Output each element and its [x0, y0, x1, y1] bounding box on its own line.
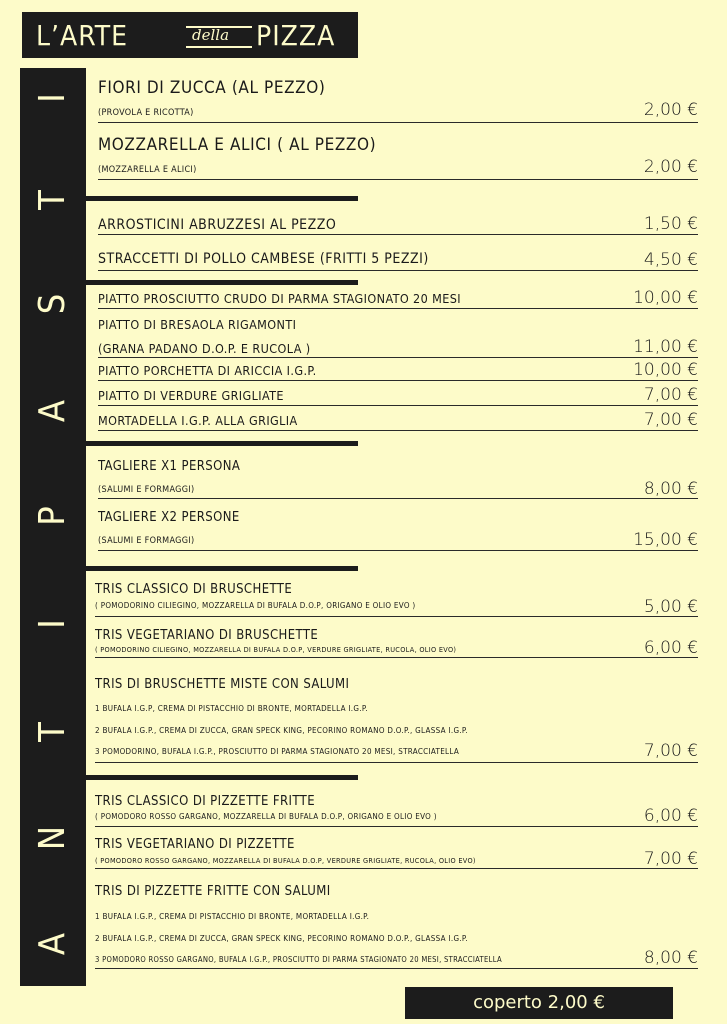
item-name: STRACCETTI DI POLLO CAMBESE (FRITTI 5 PEZZI): [98, 251, 429, 267]
category-sidebar: [20, 68, 86, 986]
item-description: ( POMODORINO CILIEGINO, MOZZARELLA DI BUFALA D.O.P, VERDURE GRIGLIATE, RUCOLA, OLIO EVO): [95, 645, 457, 654]
menu-item: [98, 509, 698, 551]
menu-item: [98, 288, 698, 309]
item-price: 15,00 €: [633, 530, 698, 550]
item-detail-line: 2 BUFALA I.G.P., CREMA DI ZUCCA, GRAN SPECK KING, PECORINO ROMANO D.O.P., GLASSA I.G.P.: [95, 934, 468, 943]
item-name: TRIS CLASSICO DI PIZZETTE FRITTE: [95, 794, 315, 809]
item-name: TRIS VEGETARIANO DI BRUSCHETTE: [95, 628, 319, 643]
item-description: ( POMODORO ROSSO GARGANO, MOZZARELLA DI BUFALA D.O.P, VERDURE GRIGLIATE, RUCOLA, OLIO EVO): [95, 856, 476, 865]
sidebar-letter: T: [32, 722, 73, 742]
menu-item: [98, 410, 698, 431]
item-name: FIORI DI ZUCCA (AL PEZZO): [98, 78, 326, 98]
item-name: PIATTO PORCHETTA DI ARICCIA I.G.P.: [98, 363, 317, 378]
item-price: 1,50 €: [643, 214, 698, 234]
item-price: 5,00 €: [643, 597, 698, 617]
item-name: PIATTO DI BRESAOLA RIGAMONTI: [98, 317, 297, 332]
sidebar-letter: N: [32, 825, 73, 851]
item-price: 7,00 €: [643, 385, 698, 405]
menu-item: [98, 76, 698, 123]
item-name: PIATTO DI VERDURE GRIGLIATE: [98, 388, 284, 403]
item-name: TAGLIERE X1 PERSONA: [98, 459, 241, 474]
menu-item: [95, 836, 698, 869]
section-divider: [86, 775, 358, 780]
sidebar-letter: S: [32, 293, 73, 315]
item-name: TAGLIERE X2 PERSONE: [98, 510, 240, 525]
coperto-banner: coperto 2,00 €: [405, 987, 673, 1019]
item-name: TRIS DI BRUSCHETTE MISTE CON SALUMI: [95, 677, 350, 692]
section-divider: [86, 196, 358, 201]
item-price: 7,00 €: [643, 741, 698, 761]
menu-item: [95, 793, 698, 827]
item-price: 6,00 €: [643, 806, 698, 826]
item-name: TRIS CLASSICO DI BRUSCHETTE: [95, 582, 293, 597]
item-description: (SALUMI E FORMAGGI): [98, 536, 195, 546]
sidebar-letter: A: [32, 399, 73, 423]
sidebar-letter: I: [32, 619, 73, 629]
menu-item: [98, 458, 698, 499]
logo-rule-bottom: [186, 46, 252, 48]
menu-item: [98, 385, 698, 406]
logo-text-left: L’ARTE: [36, 19, 129, 52]
item-name: ARROSTICINI ABRUZZESI AL PEZZO: [98, 217, 337, 233]
sidebar-letter: T: [32, 190, 73, 210]
item-price: 6,00 €: [643, 638, 698, 658]
restaurant-logo: [22, 12, 358, 58]
item-detail-line: 3 POMODORO ROSSO GARGANO, BUFALA I.G.P., PROSCIUTTO DI PARMA STAGIONATO 20 MESI, STRACCIATELLA: [95, 955, 502, 964]
item-description: ( POMODORINO CILIEGINO, MOZZARELLA DI BUFALA D.O.P, ORIGANO E OLIO EVO ): [95, 601, 416, 610]
item-detail-line: 3 POMODORINO, BUFALA I.G.P., PROSCIUTTO DI PARMA STAGIONATO 20 MESI, STRACCIATELLA: [95, 747, 460, 756]
menu-item: [98, 133, 698, 180]
menu-item: [95, 627, 698, 658]
item-description: ( POMODORO ROSSO GARGANO, MOZZARELLA DI BUFALA D.O.P, ORIGANO E OLIO EVO ): [95, 812, 437, 821]
section-divider: [86, 566, 358, 571]
item-name: PIATTO PROSCIUTTO CRUDO DI PARMA STAGIONATO 20 MESI: [98, 291, 461, 306]
menu-item: [95, 675, 698, 763]
item-name-line2: (GRANA PADANO D.O.P. E RUCOLA ): [98, 341, 311, 356]
section-divider: [86, 280, 358, 285]
item-price: 2,00 €: [643, 100, 698, 120]
item-price: 7,00 €: [643, 410, 698, 430]
menu-item: [98, 248, 698, 271]
item-description: (SALUMI E FORMAGGI): [98, 485, 195, 495]
section-divider: [86, 441, 358, 446]
item-price: 4,50 €: [643, 250, 698, 270]
item-detail-line: 1 BUFALA I.G.P., CREMA DI PISTACCHIO DI BRONTE, MORTADELLA I.G.P.: [95, 912, 370, 921]
item-name: MOZZARELLA E ALICI ( AL PEZZO): [98, 135, 377, 155]
menu-item: [95, 580, 698, 617]
menu-item: [95, 883, 698, 969]
item-price: 8,00 €: [643, 948, 698, 968]
sidebar-letter: I: [32, 93, 73, 103]
sidebar-letter: P: [32, 506, 73, 526]
item-description: (PROVOLA E RICOTTA): [98, 108, 194, 118]
sidebar-letter: A: [32, 932, 73, 956]
item-detail-line: 1 BUFALA I.G.P, CREMA DI PISTACCHIO DI BRONTE, MORTADELLA I.G.P.: [95, 704, 368, 713]
item-name: TRIS DI PIZZETTE FRITTE CON SALUMI: [95, 884, 331, 899]
item-price: 7,00 €: [643, 849, 698, 869]
item-name: MORTADELLA I.G.P. ALLA GRIGLIA: [98, 413, 298, 428]
menu-item: [98, 360, 698, 381]
logo-text-right: PIZZA: [256, 19, 336, 52]
item-price: 11,00 €: [633, 337, 698, 357]
item-price: 10,00 €: [633, 288, 698, 308]
item-price: 8,00 €: [643, 479, 698, 499]
menu-item: [98, 212, 698, 235]
logo-text-middle: della: [192, 26, 230, 44]
item-detail-line: 2 BUFALA I.G.P., CREMA DI ZUCCA, GRAN SPECK KING, PECORINO ROMANO D.O.P., GLASSA I.G.P.: [95, 726, 468, 735]
menu-item: [98, 314, 698, 358]
item-name: TRIS VEGETARIANO DI PIZZETTE: [95, 837, 295, 852]
item-price: 2,00 €: [643, 157, 698, 177]
item-description: (MOZZARELLA E ALICI): [98, 165, 197, 175]
item-price: 10,00 €: [633, 360, 698, 380]
